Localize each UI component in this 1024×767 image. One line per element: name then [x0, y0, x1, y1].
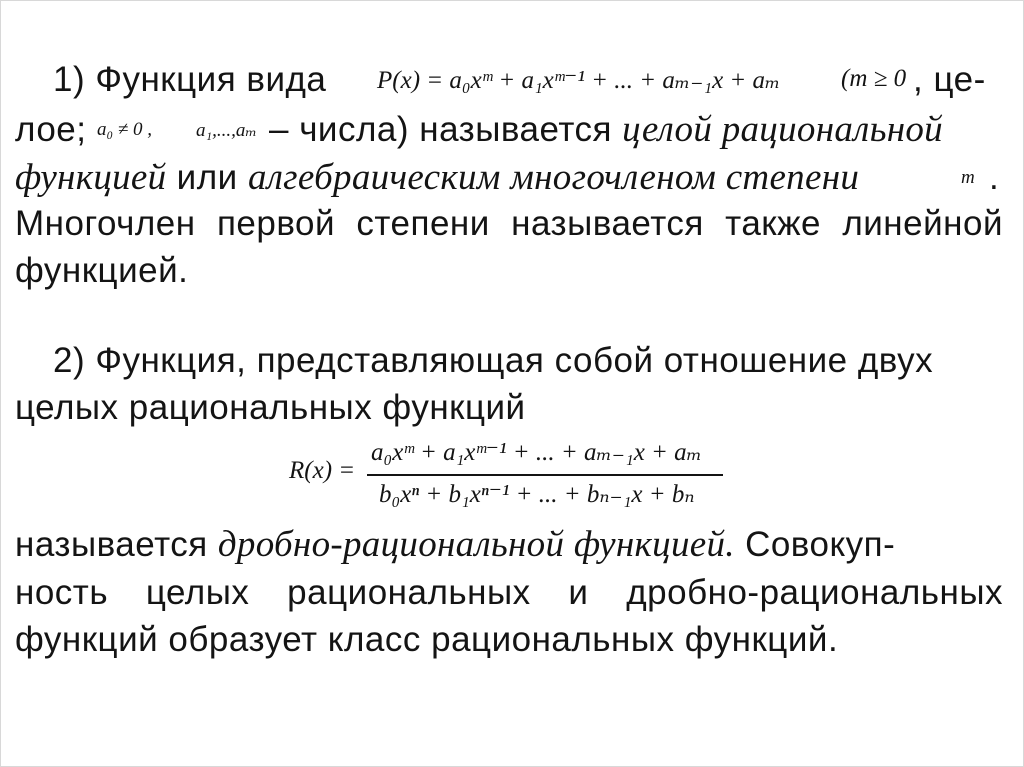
- term-function: функцией: [15, 157, 167, 198]
- condition-m-nonnegative: (m ≥ 0: [841, 65, 907, 92]
- coefficients-list: a₁,...,aₘ: [196, 120, 258, 141]
- p2-line-5: функций образует класс рациональных функций.: [15, 620, 839, 659]
- degree-m: m: [961, 167, 975, 188]
- formula-R-denominator: b₀xⁿ + b₁xⁿ⁻¹ + ... + bₙ₋₁x + bₙ: [379, 481, 695, 508]
- condition-a0-nonzero: a₀ ≠ 0 ,: [97, 119, 153, 140]
- term-fractional-rational: дробно-рациональной функцией.: [217, 524, 735, 565]
- p2-line-4: ность целых рациональных и дробно-рациональных: [15, 573, 1003, 612]
- p1-line-5: функцией.: [15, 251, 189, 290]
- p1-line-2-text: – числа) называется: [269, 110, 623, 149]
- p2-line-3-end: Совокуп-: [734, 525, 896, 564]
- p1-line-3: [15, 156, 859, 200]
- p1-line-1-end: , це-: [913, 60, 986, 99]
- p2-line-3: [15, 523, 895, 567]
- fraction-bar: [367, 474, 723, 476]
- p1-line-2: [269, 108, 943, 152]
- formula-R-lhs: R(x) =: [289, 457, 356, 484]
- p2-line-3-text: называется: [15, 525, 218, 564]
- p1-intro-text: 1) Функция вида: [53, 60, 327, 99]
- p1-line-3-or: или: [166, 158, 248, 197]
- p1-line-4: Многочлен первой степени называется также линейной: [15, 204, 1003, 243]
- term-algebraic-polynomial: алгебраическим многочленом степени: [247, 157, 860, 198]
- p2-line-1: 2) Функция, представляющая собой отношение двух: [53, 341, 934, 380]
- p2-line-2: целых рациональных функций: [15, 388, 526, 427]
- formula-polynomial-P: P(x) = a₀xᵐ + a₁xᵐ⁻¹ + ... + aₘ₋₁x + aₘ: [377, 67, 781, 94]
- formula-R-numerator: a₀xᵐ + a₁xᵐ⁻¹ + ... + aₘ₋₁x + aₘ: [371, 439, 702, 466]
- p1-line-1: [53, 58, 326, 102]
- p1-line-3-dot: .: [989, 158, 1000, 197]
- term-whole-rational: целой рациональной: [622, 109, 943, 150]
- p1-line-2-start: лое;: [15, 110, 87, 149]
